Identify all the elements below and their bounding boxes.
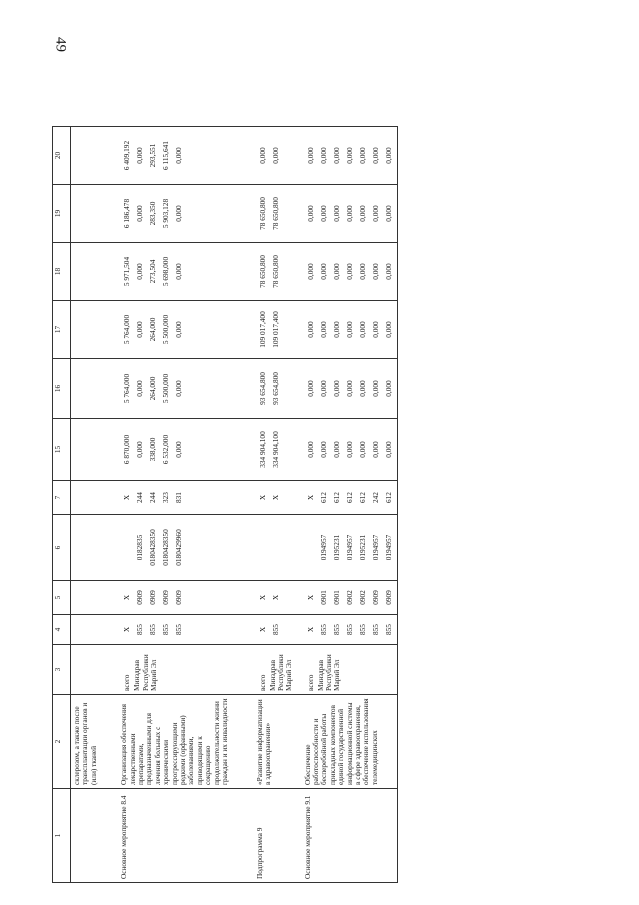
cell-value: 6 870,000 <box>122 434 132 465</box>
cell-c17 <box>100 301 235 359</box>
continuation-text: склерозом, а также после трансплантации органов и (или) тканей <box>71 695 101 789</box>
cell-value: 0,000 <box>135 263 145 280</box>
cell-value: 6 186,478 <box>122 198 132 229</box>
cell-value: 0909 <box>135 590 145 605</box>
cell-c15 <box>100 419 235 481</box>
cell-c20 <box>236 127 284 185</box>
col-header: 16 <box>53 359 71 419</box>
cell-value: 0,000 <box>344 205 354 222</box>
cell-value: 0909 <box>383 590 393 605</box>
cell-value <box>269 518 282 577</box>
cell-value: 273,504 <box>148 259 158 284</box>
cell-value: 855 <box>370 624 380 635</box>
cell-value: 0180429960 <box>174 529 184 566</box>
col-header: 2 <box>53 695 71 789</box>
cell-value: 0,000 <box>174 441 184 458</box>
cell-value: 855 <box>383 624 393 635</box>
cell-value: 0,000 <box>305 321 315 338</box>
col-header: 7 <box>53 481 71 515</box>
cell-value <box>369 648 382 691</box>
cell-value: 0909 <box>370 590 380 605</box>
col-header: 5 <box>53 581 71 615</box>
cell-value: 0,000 <box>174 205 184 222</box>
cell-c18 <box>236 243 284 301</box>
cell-c15 <box>236 419 284 481</box>
cell-value: 0,000 <box>318 380 328 397</box>
row-name: Основное мероприятие 9.1 <box>284 789 398 883</box>
cell-value: 6 409,192 <box>122 140 132 171</box>
cell-value: 0,000 <box>135 441 145 458</box>
cell-value: 334 904,100 <box>270 431 280 468</box>
cell-value: 0,000 <box>370 380 380 397</box>
cell-value: 855 <box>357 624 367 635</box>
cell-value: 93 654,800 <box>270 372 280 405</box>
cell-value: 5 500,000 <box>161 314 171 345</box>
cell-value: 0,000 <box>331 147 341 164</box>
cell-c3 <box>236 645 294 695</box>
cell-value: 0,000 <box>318 147 328 164</box>
cell-value <box>172 648 185 691</box>
cell-value: 0195231 <box>357 534 367 561</box>
cell-value: 244 <box>148 492 158 503</box>
cell-value <box>120 518 133 577</box>
cell-value: 0,000 <box>357 263 367 280</box>
cell-c7 <box>284 481 398 515</box>
cell-c5 <box>284 581 398 615</box>
cell-value: 5 764,000 <box>122 314 132 345</box>
cell-value: Х <box>122 626 132 633</box>
cell-value: 334 904,100 <box>257 431 267 468</box>
cell-value: 0180428350 <box>161 529 171 566</box>
cell-value: 0,000 <box>331 441 341 458</box>
cell-value: 0,000 <box>174 380 184 397</box>
cell-value: 5 971,504 <box>122 256 132 287</box>
cell-value: Х <box>270 494 280 501</box>
cell-value: 612 <box>383 492 393 503</box>
cell-value: 5 698,000 <box>161 256 171 287</box>
cell-value: 0180428350 <box>148 529 158 566</box>
cell-c20 <box>284 127 398 185</box>
row-description: Организация обеспечения лекарственными препаратами, предназначенными для лечения больных с хроническими прогрессирующими редкими (орфанными) заболеваниями, приводящими к сокращению продолжительности жизни граждан и их инвалидности <box>100 695 235 789</box>
cell-value <box>256 518 269 577</box>
cell-c5 <box>236 581 284 615</box>
cell-value: 0,000 <box>370 147 380 164</box>
continuation-row <box>71 127 101 883</box>
col-header: 3 <box>53 645 71 695</box>
cell-value: 0,000 <box>357 441 367 458</box>
col-header: 18 <box>53 243 71 301</box>
cell-value: 0,000 <box>357 321 367 338</box>
cell-c5 <box>100 581 235 615</box>
cell-value: 0,000 <box>331 205 341 222</box>
cell-value: 0,000 <box>318 441 328 458</box>
cell-value: 0901 <box>331 590 341 605</box>
cell-value: 244 <box>135 492 145 503</box>
cell-value <box>356 648 369 691</box>
cell-value <box>382 648 395 691</box>
cell-value: 0,000 <box>318 205 328 222</box>
cell-value: 5 764,000 <box>122 373 132 404</box>
cell-c7 <box>236 481 284 515</box>
cell-c16 <box>284 359 398 419</box>
cell-value: 0194957 <box>370 534 380 561</box>
cell-value: 0,000 <box>135 380 145 397</box>
cell-value: Х <box>305 494 315 501</box>
cell-value: 93 654,800 <box>257 372 267 405</box>
cell-value: 5 500,000 <box>161 373 171 404</box>
cell-value: 612 <box>344 492 354 503</box>
cell-value: 6 115,641 <box>161 141 171 170</box>
cell-value: 855 <box>161 624 171 635</box>
page-number: 49 <box>52 37 69 52</box>
cell-value: 323 <box>161 492 171 503</box>
cell-value: 78 650,800 <box>270 255 280 288</box>
header-row <box>53 127 71 883</box>
budget-table <box>52 126 398 883</box>
col-header: 17 <box>53 301 71 359</box>
cell-value: Минздрав Республики Марий Эл <box>315 654 342 691</box>
cell-c3 <box>284 645 398 695</box>
cell-value: Х <box>257 594 267 601</box>
cell-value: 5 903,128 <box>161 198 171 229</box>
table-row <box>236 127 284 883</box>
cell-c6 <box>284 515 398 581</box>
cell-value: 0,000 <box>318 263 328 280</box>
cell-value: 0,000 <box>318 321 328 338</box>
cell-value: 0,000 <box>370 321 380 338</box>
cell-value: 0,000 <box>305 441 315 458</box>
cell-value: Х <box>257 626 267 633</box>
cell-c19 <box>236 185 284 243</box>
cell-value: 78 650,800 <box>270 197 280 230</box>
cell-value: 0,000 <box>305 263 315 280</box>
cell-value: 0,000 <box>357 147 367 164</box>
cell-c17 <box>236 301 284 359</box>
col-header: 6 <box>53 515 71 581</box>
cell-value: 78 650,800 <box>257 197 267 230</box>
cell-value: 0,000 <box>370 441 380 458</box>
cell-value: 0909 <box>174 590 184 605</box>
cell-value: 0,000 <box>305 147 315 164</box>
cell-value: 0,000 <box>383 380 393 397</box>
cell-value: 0,000 <box>344 147 354 164</box>
cell-value: 0,000 <box>383 321 393 338</box>
cell-c16 <box>236 359 284 419</box>
cell-value: 0,000 <box>270 147 280 164</box>
cell-value: Х <box>122 494 132 501</box>
cell-value: 0,000 <box>383 263 393 280</box>
cell-value: 0,000 <box>135 321 145 338</box>
cell-value: 855 <box>318 624 328 635</box>
col-header: 20 <box>53 127 71 185</box>
cell-c4 <box>236 615 284 645</box>
cell-value: 0,000 <box>305 380 315 397</box>
cell-value: 855 <box>135 624 145 635</box>
cell-value: Х <box>305 594 315 601</box>
table-body <box>71 127 398 883</box>
cell-c3 <box>100 645 235 695</box>
cell-c20 <box>100 127 235 185</box>
cell-value: 338,000 <box>148 437 158 462</box>
row-description: «Развитие информатизации в здравоохранении» <box>236 695 284 789</box>
col-header: 1 <box>53 789 71 883</box>
cell-value: 109 017,400 <box>257 311 267 348</box>
cell-c18 <box>284 243 398 301</box>
cell-value: Х <box>305 626 315 633</box>
cell-c19 <box>284 185 398 243</box>
cell-value <box>159 648 172 691</box>
cell-value: 264,000 <box>148 376 158 401</box>
cell-value: всего <box>257 674 267 691</box>
cell-value: 0,000 <box>331 263 341 280</box>
cell-value: 612 <box>318 492 328 503</box>
cell-value <box>343 648 356 691</box>
cell-value: Х <box>270 594 280 601</box>
cell-value: 242 <box>370 492 380 503</box>
row-name: Подпрограмма 9 <box>236 789 284 883</box>
cell-value: 831 <box>174 492 184 503</box>
col-header: 19 <box>53 185 71 243</box>
cell-c4 <box>100 615 235 645</box>
cell-value: 0,000 <box>257 147 267 164</box>
cell-value: 855 <box>331 624 341 635</box>
cell-value: 0194957 <box>383 534 393 561</box>
cell-value: 0,000 <box>357 205 367 222</box>
cell-value: 0902 <box>344 590 354 605</box>
cell-value: 0,000 <box>370 263 380 280</box>
cell-value: 0,000 <box>331 380 341 397</box>
cell-value: 855 <box>270 624 280 635</box>
cell-c4 <box>284 615 398 645</box>
cell-value: 855 <box>174 624 184 635</box>
cell-value: 0,000 <box>135 205 145 222</box>
cell-value: 0,000 <box>357 380 367 397</box>
cell-value: 0,000 <box>174 263 184 280</box>
cell-value: 0909 <box>148 590 158 605</box>
cell-value: 109 017,400 <box>270 311 280 348</box>
cell-value: 293,551 <box>148 143 158 168</box>
cell-value: 0902 <box>357 590 367 605</box>
cell-value: 612 <box>357 492 367 503</box>
cell-value: 612 <box>331 492 341 503</box>
cell-c6 <box>236 515 284 581</box>
cell-c16 <box>100 359 235 419</box>
table-row <box>100 127 235 883</box>
cell-c18 <box>100 243 235 301</box>
cell-value: Минздрав Республики Марий Эл <box>132 654 159 691</box>
cell-value: 0909 <box>161 590 171 605</box>
cell-value: 0182835 <box>135 534 145 561</box>
cell-c17 <box>284 301 398 359</box>
cell-value: всего <box>122 674 132 691</box>
cell-value: всего <box>305 674 315 691</box>
cell-value: 0,000 <box>331 321 341 338</box>
row-name: Основное мероприятие 8.4 <box>100 789 235 883</box>
cell-value: 0,000 <box>344 441 354 458</box>
cell-value: 0,000 <box>344 321 354 338</box>
cell-c19 <box>100 185 235 243</box>
cell-value: Х <box>257 494 267 501</box>
cell-c6 <box>100 515 235 581</box>
table-row <box>284 127 398 883</box>
cell-value: Минздрав Республики Марий Эл <box>267 654 294 691</box>
cell-value: 0,000 <box>344 380 354 397</box>
cell-value: 0,000 <box>305 205 315 222</box>
cell-value: 283,350 <box>148 201 158 226</box>
row-description: Обеспечение работоспособности и бесперебойной работы прикладных компонентов единой государственной информационной системы в сфере здравоохранения, обеспечение использования телемедицинских <box>284 695 398 789</box>
col-header: 4 <box>53 615 71 645</box>
cell-value: 78 650,800 <box>257 255 267 288</box>
cell-value: 0,000 <box>135 147 145 164</box>
cell-value: 0,000 <box>344 263 354 280</box>
cell-value: 0,000 <box>174 147 184 164</box>
cell-c7 <box>100 481 235 515</box>
cell-value: 0,000 <box>383 441 393 458</box>
cell-value: 0,000 <box>383 147 393 164</box>
col-header: 15 <box>53 419 71 481</box>
cell-value: 855 <box>344 624 354 635</box>
cell-value <box>304 518 317 577</box>
cell-value: 264,000 <box>148 317 158 342</box>
cell-value: 0194957 <box>344 534 354 561</box>
cell-value: 0,000 <box>370 205 380 222</box>
cell-value: 0194957 <box>318 534 328 561</box>
cell-value: 6 532,000 <box>161 434 171 465</box>
cell-c15 <box>284 419 398 481</box>
cell-value: 0901 <box>318 590 328 605</box>
cell-value: 0195231 <box>331 534 341 561</box>
cell-value: Х <box>122 594 132 601</box>
cell-value: 0,000 <box>174 321 184 338</box>
cell-value: 855 <box>148 624 158 635</box>
cell-value: 0,000 <box>383 205 393 222</box>
